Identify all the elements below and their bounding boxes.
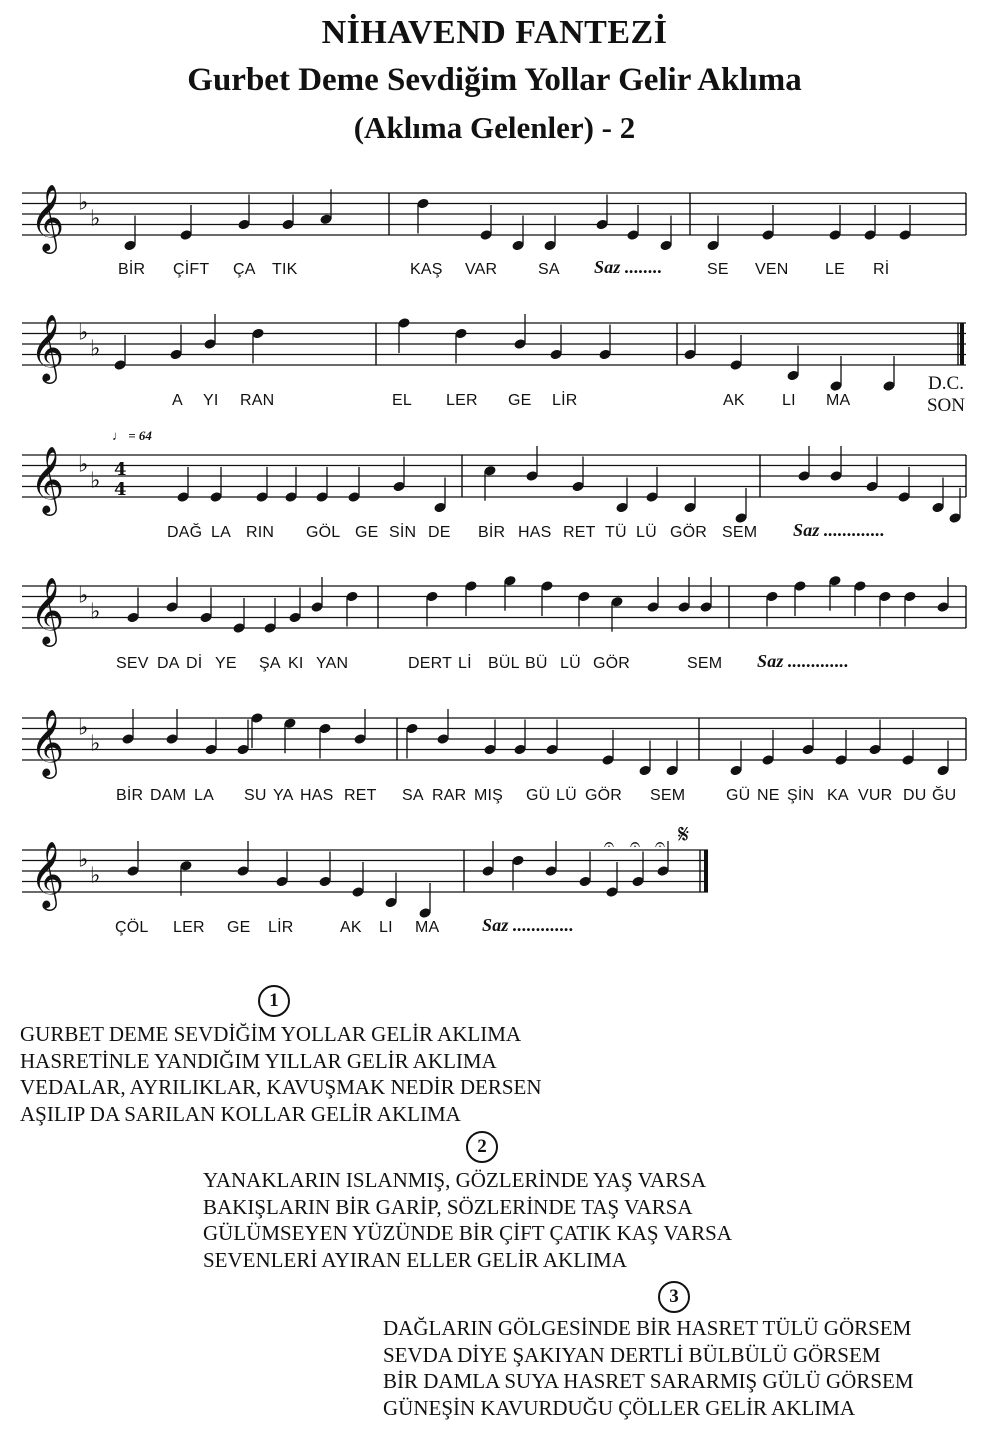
- lyric-syllable: DE: [428, 524, 451, 541]
- flat-sign-icon: ♭: [90, 336, 101, 362]
- lyric-syllable: RAN: [240, 392, 275, 409]
- lyric-syllable: Lİ: [458, 655, 472, 672]
- lyric-syllable: DA: [157, 655, 180, 672]
- page-subtitle-2: (Aklıma Gelenler) - 2: [353, 110, 636, 145]
- lyric-syllable: EL: [392, 392, 412, 409]
- lyric-syllable: BÜ: [525, 655, 548, 672]
- lyric-syllable: RAR: [432, 787, 467, 804]
- flat-sign-icon: ♭: [90, 206, 101, 232]
- lyric-syllable: RIN: [246, 524, 275, 541]
- lyric-syllable: BİR: [118, 261, 146, 278]
- flat-sign-icon: ♭: [90, 599, 101, 625]
- lyric-syllable: MA: [415, 919, 440, 936]
- lyric-syllable: SİN: [389, 524, 417, 541]
- lyric-syllable: GE: [355, 524, 379, 541]
- flat-sign-icon: ♭: [90, 863, 101, 889]
- lyric-syllable: LE: [825, 261, 845, 278]
- lyric-syllable: SA: [402, 787, 424, 804]
- verse-line: GÜNEŞİN KAVURDUĞU ÇÖLLER GELİR AKLIMA: [383, 1395, 856, 1420]
- verse-line: BAKIŞLARIN BİR GARİP, SÖZLERİNDE TAŞ VARSA: [203, 1194, 693, 1219]
- flat-sign-icon: ♭: [90, 731, 101, 757]
- lyric-syllable: GÜ: [726, 787, 751, 804]
- lyric-syllable: HAS: [518, 524, 552, 541]
- lyric-syllable: ÇÖL: [115, 919, 149, 936]
- segno-icon: 𝄋: [678, 820, 690, 850]
- saz-marking: Saz .............: [482, 915, 574, 935]
- lyric-syllable: LI: [782, 392, 796, 409]
- verse-line: GURBET DEME SEVDİĞİM YOLLAR GELİR AKLIMA: [20, 1022, 522, 1046]
- lyric-syllable: ÇA: [233, 261, 256, 278]
- lyric-syllable: NE: [757, 787, 780, 804]
- lyric-syllable: KAŞ: [410, 261, 443, 278]
- treble-clef-icon: 𝄞: [30, 840, 65, 908]
- saz-marking: Saz .............: [757, 651, 849, 671]
- lyric-syllable: ŞA: [259, 655, 281, 672]
- lyric-syllable: GÖR: [585, 787, 623, 804]
- verse-number-3: 3: [658, 1281, 690, 1313]
- lyric-syllable: SA: [538, 261, 560, 278]
- lyric-syllable: Dİ: [186, 655, 203, 672]
- lyric-syllable: LİR: [268, 919, 294, 936]
- lyric-syllable: YA: [273, 787, 294, 804]
- lyric-syllable: ÇİFT: [173, 261, 210, 278]
- lyric-syllable: DERT: [408, 655, 453, 672]
- lyric-syllable: SEV: [116, 655, 149, 672]
- flat-sign-icon: ♭: [78, 320, 89, 346]
- lyric-syllable: A: [172, 392, 183, 409]
- verse-3: [383, 1315, 914, 1421]
- lyric-syllable: LI: [379, 919, 393, 936]
- lyric-syllable: VAR: [465, 261, 498, 278]
- verse-line: GÜLÜMSEYEN YÜZÜNDE BİR ÇİFT ÇATIK KAŞ VARSA: [203, 1221, 732, 1245]
- lyric-syllable: SEM: [650, 787, 686, 804]
- lyric-syllable: MA: [826, 392, 851, 409]
- son-label: SON: [926, 395, 965, 416]
- lyric-syllable: YE: [215, 655, 237, 672]
- verse-line: HASRETİNLE YANDIĞIM YILLAR GELİR AKLIMA: [20, 1048, 497, 1073]
- lyric-syllable: KI: [288, 655, 304, 672]
- lyric-syllable: LÜ: [636, 524, 657, 541]
- dc-label: D.C.: [928, 373, 964, 394]
- lyric-syllable: DU: [903, 787, 927, 804]
- lyric-syllable: DAĞ: [167, 524, 203, 541]
- dc-son-marking: [918, 373, 974, 417]
- lyric-syllable: YAN: [316, 655, 349, 672]
- lyric-syllable: LİR: [552, 392, 578, 409]
- lyric-syllable: GÖR: [593, 655, 631, 672]
- lyric-syllable: LER: [446, 392, 478, 409]
- treble-clef-icon: 𝄞: [30, 183, 65, 251]
- treble-clef-icon: 𝄞: [30, 445, 65, 513]
- flat-sign-icon: ♭: [78, 190, 89, 216]
- verse-2: [203, 1167, 732, 1273]
- lyric-syllable: VUR: [858, 787, 893, 804]
- time-signature-bottom: 4: [114, 479, 127, 500]
- lyric-syllable: LER: [173, 919, 205, 936]
- lyric-syllable: RET: [563, 524, 596, 541]
- treble-clef-icon: 𝄞: [30, 313, 65, 381]
- lyric-syllable: LA: [194, 787, 214, 804]
- lyric-syllable: ŞİN: [787, 787, 815, 804]
- tempo-marking: ♩ = 64: [112, 428, 152, 443]
- quarter-note-icon: ♩: [112, 428, 125, 443]
- verse-1: [20, 1021, 542, 1127]
- fermata-icon: 𝄐: [604, 834, 615, 855]
- verse-line: BİR DAMLA SUYA HASRET SARARMIŞ GÜLÜ GÖRSEM: [383, 1369, 914, 1393]
- flat-sign-icon: ♭: [90, 468, 101, 494]
- verse-line: VEDALAR, AYRILIKLAR, KAVUŞMAK NEDİR DERSEN: [20, 1075, 542, 1099]
- saz-marking: Saz .............: [793, 520, 885, 540]
- flat-sign-icon: ♭: [78, 452, 89, 478]
- lyric-syllable: GÖR: [670, 524, 708, 541]
- lyric-syllable: LA: [211, 524, 231, 541]
- lyric-syllable: AK: [723, 392, 745, 409]
- lyric-syllable: YI: [203, 392, 219, 409]
- lyric-syllable: GE: [508, 392, 532, 409]
- flat-sign-icon: ♭: [78, 715, 89, 741]
- fermata-icon: 𝄐: [655, 834, 666, 855]
- lyric-syllable: Rİ: [873, 261, 890, 278]
- lyric-syllable: BİR: [478, 524, 506, 541]
- lyric-syllable: DAM: [150, 787, 187, 804]
- lyric-syllable: KA: [827, 787, 849, 804]
- lyric-syllable: MIŞ: [474, 787, 504, 804]
- flat-sign-icon: ♭: [78, 583, 89, 609]
- lyric-syllable: HAS: [300, 787, 334, 804]
- lyric-syllable: TÜ: [605, 524, 627, 541]
- lyric-syllable: GE: [227, 919, 251, 936]
- lyric-syllable: SEM: [687, 655, 723, 672]
- treble-clef-icon: 𝄞: [30, 708, 65, 776]
- verse-line: YANAKLARIN ISLANMIŞ, GÖZLERİNDE YAŞ VARSA: [203, 1168, 707, 1192]
- lyric-syllable: AK: [340, 919, 362, 936]
- lyric-syllable: SU: [244, 787, 267, 804]
- lyric-syllable: GÖL: [306, 524, 341, 541]
- verse-line: SEVDA DİYE ŞAKIYAN DERTLİ BÜLBÜLÜ GÖRSEM: [383, 1342, 881, 1367]
- saz-marking: Saz ........: [594, 257, 663, 277]
- treble-clef-icon: 𝄞: [30, 576, 65, 644]
- lyric-syllable: SEM: [722, 524, 758, 541]
- verse-line: AŞILIP DA SARILAN KOLLAR GELİR AKLIMA: [20, 1101, 461, 1126]
- lyric-syllable: ĞU: [932, 787, 957, 804]
- verse-line: DAĞLARIN GÖLGESİNDE BİR HASRET TÜLÜ GÖRSEM: [383, 1316, 912, 1340]
- lyric-syllable: RET: [344, 787, 377, 804]
- verse-number-2: 2: [466, 1131, 498, 1163]
- verse-number-1: 1: [258, 985, 290, 1017]
- flat-sign-icon: ♭: [78, 847, 89, 873]
- lyric-syllable: VEN: [755, 261, 789, 278]
- lyric-syllable: TIK: [272, 261, 298, 278]
- time-signature-top: 4: [114, 459, 127, 480]
- lyric-syllable: GÜ: [526, 787, 551, 804]
- lyric-syllable: LÜ: [556, 787, 577, 804]
- page-subtitle: Gurbet Deme Sevdiğim Yollar Gelir Aklıma: [187, 62, 802, 98]
- lyric-syllable: SE: [707, 261, 729, 278]
- lyric-syllable: BÜL: [488, 655, 520, 672]
- page-title: NİHAVEND FANTEZİ: [321, 14, 668, 51]
- lyric-syllable: LÜ: [560, 655, 581, 672]
- fermata-icon: 𝄐: [630, 834, 641, 855]
- lyric-syllable: BİR: [116, 787, 144, 804]
- verse-line: SEVENLERİ AYIRAN ELLER GELİR AKLIMA: [203, 1247, 627, 1272]
